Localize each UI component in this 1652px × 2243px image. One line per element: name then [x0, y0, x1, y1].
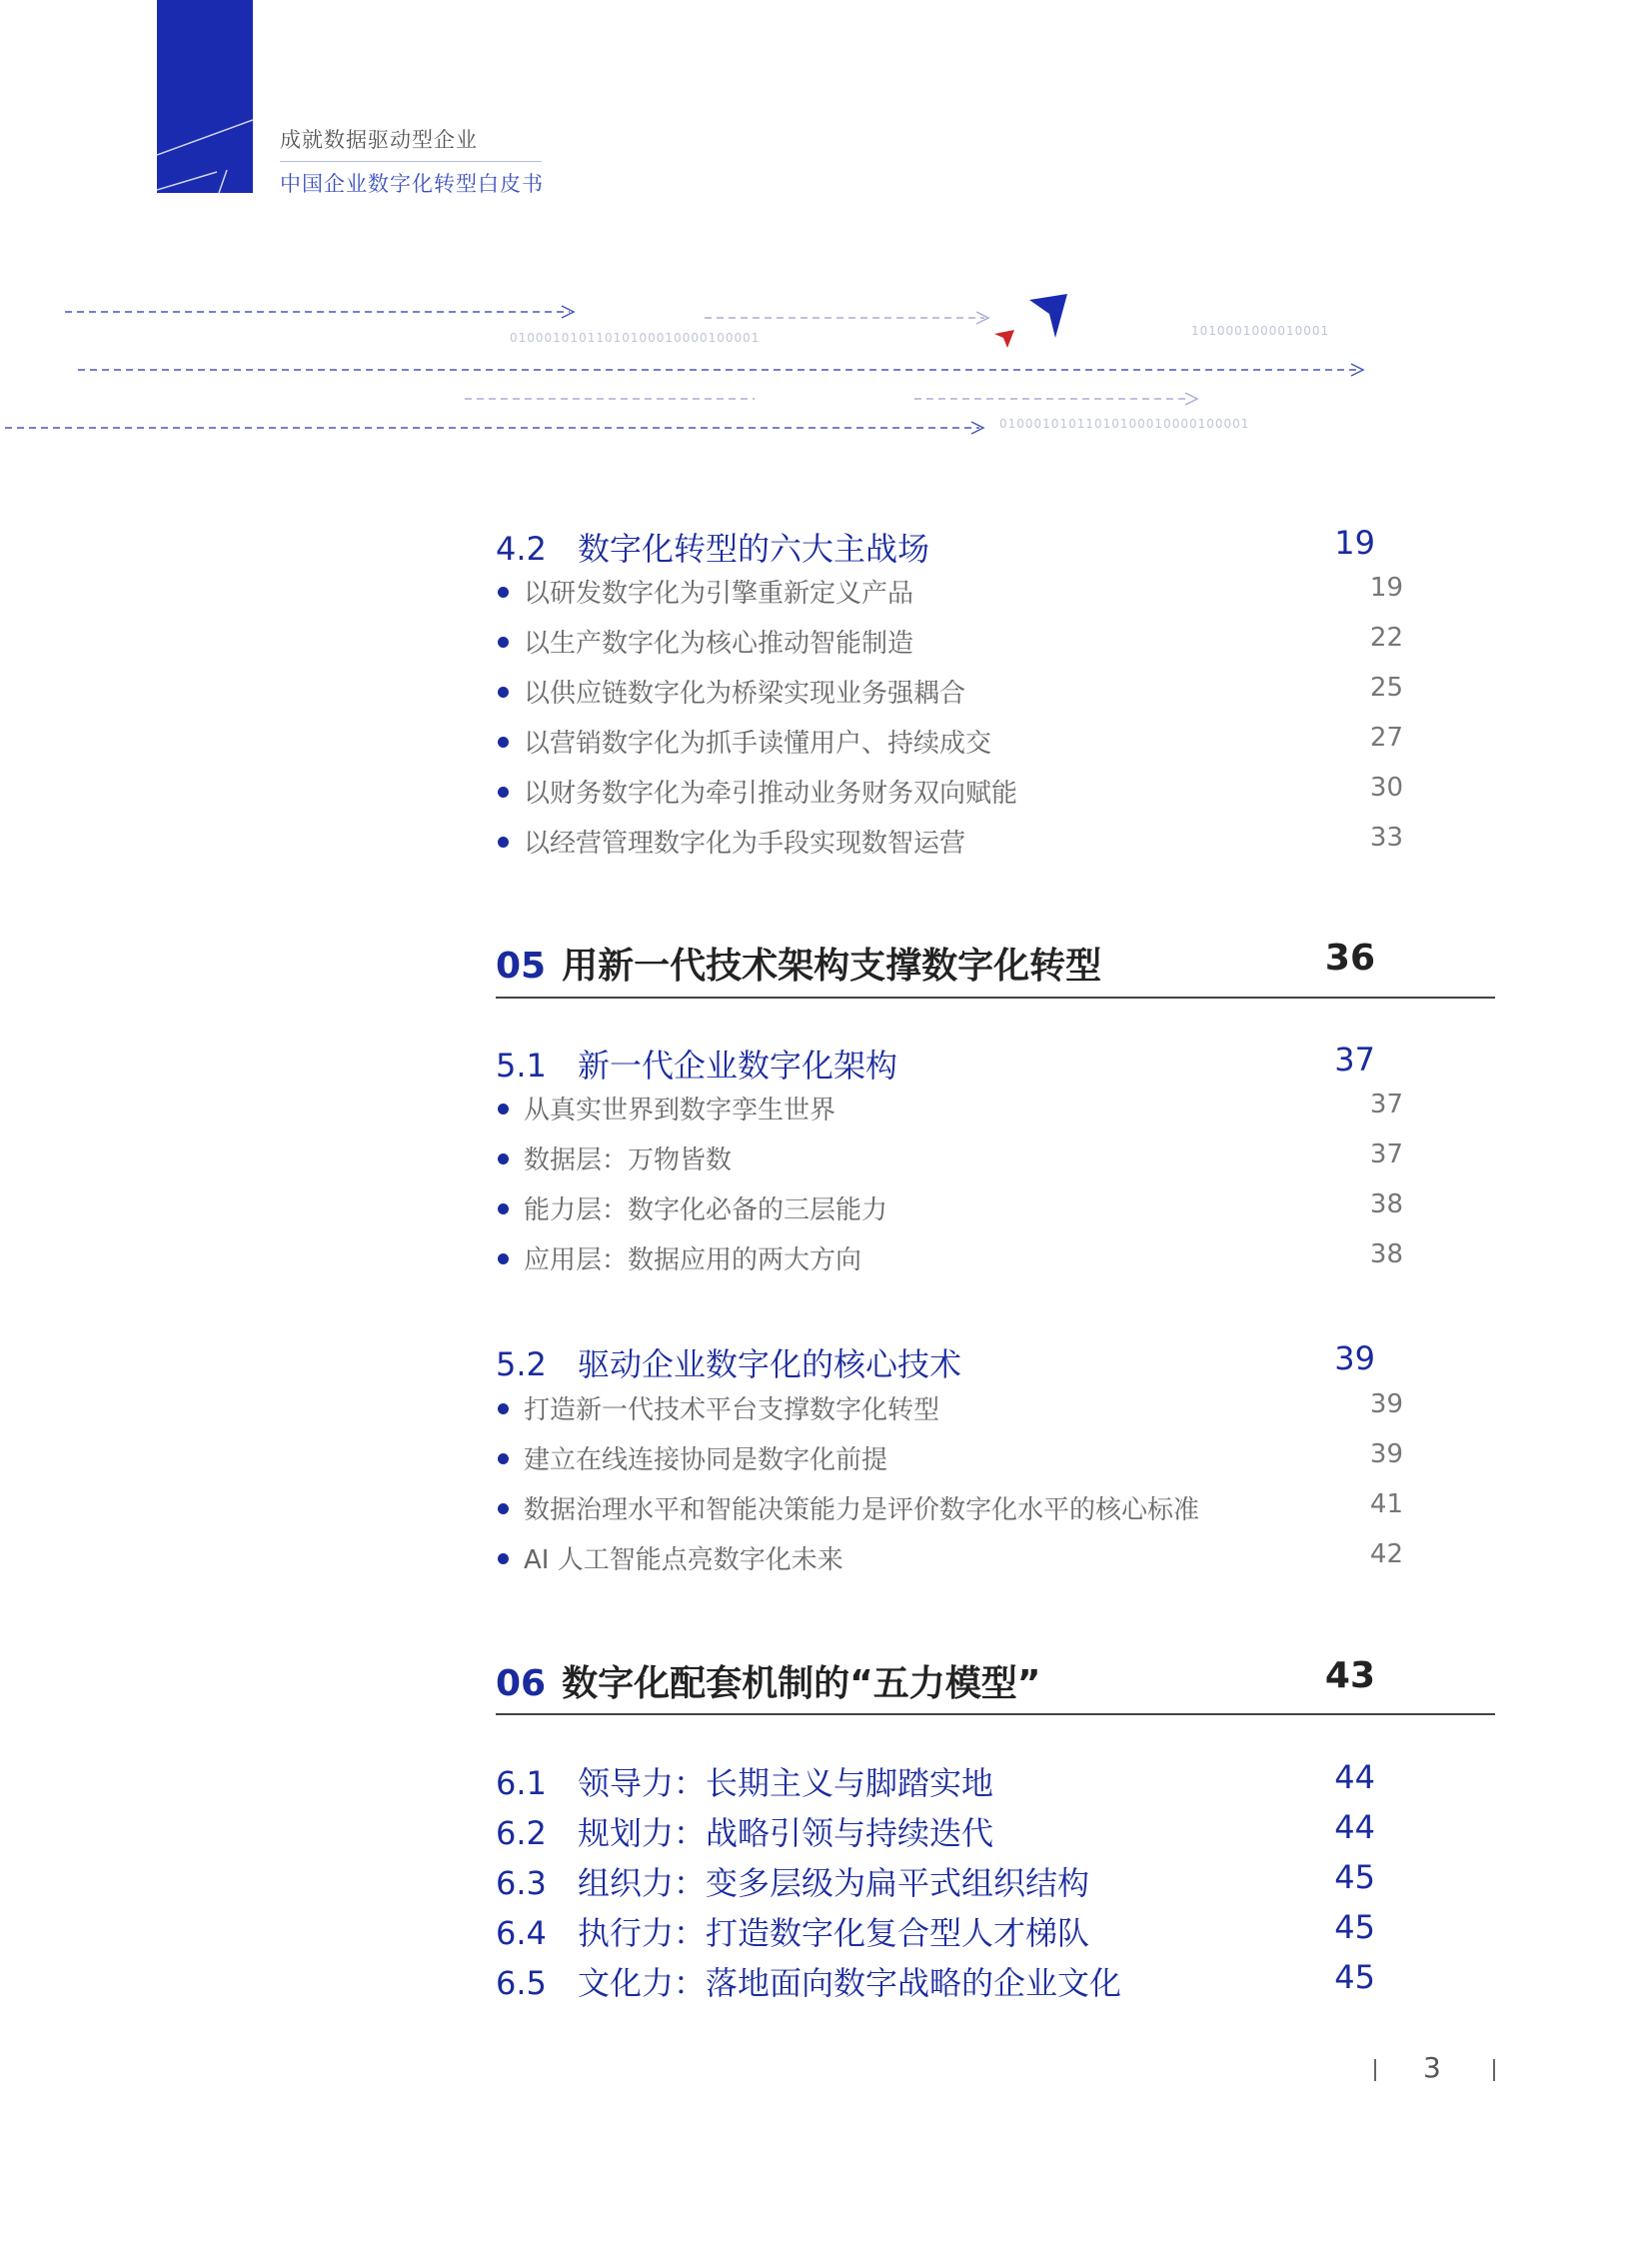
section-code: 6.5 — [496, 1964, 547, 2002]
page-number: 25 — [1369, 673, 1403, 703]
page-number: 41 — [1369, 1489, 1403, 1519]
section-title: 新一代企业数字化架构 — [578, 1047, 898, 1085]
corner-line-decoration — [157, 0, 253, 193]
toc-section-5-2[interactable] — [496, 1339, 1375, 1385]
page-number: 37 — [1334, 1041, 1375, 1079]
toc-item[interactable] — [496, 1090, 1403, 1126]
page-number: 39 — [1369, 1439, 1403, 1469]
toc-item[interactable] — [496, 1489, 1403, 1526]
toc-chapter-05[interactable] — [496, 938, 1375, 989]
page-number: 44 — [1334, 1808, 1375, 1846]
section-title: 规划力：战略引领与持续迭代 — [578, 1814, 994, 1852]
toc-section-6-2[interactable] — [496, 1808, 1375, 1854]
item-label: 以财务数字化为牵引推动业务财务双向赋能 — [524, 779, 1018, 809]
item-label: 能力层：数字化必备的三层能力 — [524, 1195, 888, 1225]
section-code: 5.1 — [496, 1047, 547, 1085]
section-code: 6.4 — [496, 1914, 547, 1952]
page-number: 33 — [1369, 823, 1403, 853]
toc-section-6-1[interactable] — [496, 1758, 1375, 1804]
page-number: 45 — [1334, 1958, 1375, 1996]
toc-item[interactable] — [496, 1439, 1403, 1476]
toc-item[interactable] — [496, 1389, 1403, 1426]
page-number: 42 — [1369, 1539, 1403, 1569]
toc-chapter-06[interactable] — [496, 1655, 1375, 1706]
toc-item[interactable] — [496, 773, 1403, 810]
chapter-code: 06 — [496, 1663, 547, 1704]
page-number: 36 — [1324, 938, 1375, 979]
binary-text: 01000101011010100010000100001 — [510, 331, 761, 345]
item-label: 数据治理水平和智能决策能力是评价数字化水平的核心标准 — [524, 1495, 1200, 1525]
page-number: 39 — [1369, 1389, 1403, 1419]
section-title: 组织力：变多层级为扁平式组织结构 — [578, 1864, 1090, 1902]
section-code: 4.2 — [496, 530, 547, 568]
toc-item[interactable] — [496, 1539, 1403, 1576]
page-number: 37 — [1369, 1090, 1403, 1120]
page-number-footer: 3 — [1423, 2051, 1441, 2084]
chapter-code: 05 — [496, 946, 547, 987]
section-code: 5.2 — [496, 1345, 547, 1383]
section-code: 6.2 — [496, 1814, 547, 1852]
toc-item[interactable] — [496, 573, 1403, 610]
header-subtitle: 中国企业数字化转型白皮书 — [280, 172, 544, 196]
page-number: 19 — [1369, 573, 1403, 603]
item-label: 以营销数字化为抓手读懂用户、持续成交 — [524, 729, 992, 759]
page-number: 19 — [1334, 524, 1375, 562]
header-title: 成就数据驱动型企业 — [280, 128, 478, 152]
dashed-arrow-banner — [0, 290, 1652, 440]
page-number: 38 — [1369, 1189, 1403, 1219]
chapter-divider — [496, 997, 1495, 999]
toc-section-6-5[interactable] — [496, 1958, 1375, 2004]
item-label: 应用层：数据应用的两大方向 — [524, 1245, 862, 1275]
page-number: 43 — [1324, 1655, 1375, 1696]
toc-section-6-3[interactable] — [496, 1858, 1375, 1904]
toc-section-4-2[interactable] — [496, 524, 1375, 570]
page-number: 45 — [1334, 1908, 1375, 1946]
arrow-logo-icon — [994, 294, 1067, 348]
item-label: 打造新一代技术平台支撑数字化转型 — [524, 1395, 940, 1425]
toc-section-5-1[interactable] — [496, 1041, 1375, 1087]
item-label: 建立在线连接协同是数字化前提 — [524, 1445, 888, 1475]
page-number: 45 — [1334, 1858, 1375, 1896]
toc-item[interactable] — [496, 1189, 1403, 1226]
page-number-bar-left — [1374, 2059, 1376, 2081]
toc-item[interactable] — [496, 1239, 1403, 1276]
toc-item[interactable] — [496, 1139, 1403, 1176]
toc-item[interactable] — [496, 723, 1403, 760]
page-number: 38 — [1369, 1239, 1403, 1269]
section-code: 6.3 — [496, 1864, 547, 1902]
binary-text: 01000101011010100010000100001 — [999, 417, 1250, 431]
header-corner-block — [157, 0, 253, 193]
header-divider — [280, 161, 542, 162]
page-number: 37 — [1369, 1139, 1403, 1169]
item-label: 以研发数字化为引擎重新定义产品 — [524, 579, 914, 609]
section-title: 执行力：打造数字化复合型人才梯队 — [578, 1914, 1090, 1952]
page-number: 27 — [1369, 723, 1403, 753]
page-number-bar-right — [1493, 2059, 1495, 2081]
section-title: 驱动企业数字化的核心技术 — [578, 1345, 962, 1383]
section-code: 6.1 — [496, 1764, 547, 1802]
section-title: 数字化转型的六大主战场 — [578, 530, 930, 568]
item-label: 以经营管理数字化为手段实现数智运营 — [524, 829, 966, 859]
chapter-title: 用新一代技术架构支撑数字化转型 — [562, 946, 1102, 987]
page-number: 22 — [1369, 623, 1403, 653]
item-label: 以生产数字化为核心推动智能制造 — [524, 629, 914, 659]
item-label: AI 人工智能点亮数字化未来 — [524, 1545, 843, 1575]
item-label: 从真实世界到数字孪生世界 — [524, 1096, 836, 1125]
toc-section-6-4[interactable] — [496, 1908, 1375, 1954]
item-label: 以供应链数字化为桥梁实现业务强耦合 — [524, 679, 966, 709]
item-label: 数据层：万物皆数 — [524, 1145, 733, 1175]
page-number: 39 — [1334, 1339, 1375, 1377]
section-title: 领导力：长期主义与脚踏实地 — [578, 1764, 994, 1802]
toc-item[interactable] — [496, 823, 1403, 860]
binary-text: 1010001000010001 — [1191, 324, 1330, 338]
page-number: 30 — [1369, 773, 1403, 803]
section-title: 文化力：落地面向数字战略的企业文化 — [578, 1964, 1122, 2002]
chapter-title: 数字化配套机制的“五力模型” — [562, 1663, 1041, 1704]
page-number: 44 — [1334, 1758, 1375, 1796]
toc-item[interactable] — [496, 623, 1403, 660]
toc-item[interactable] — [496, 673, 1403, 710]
chapter-divider — [496, 1713, 1495, 1715]
